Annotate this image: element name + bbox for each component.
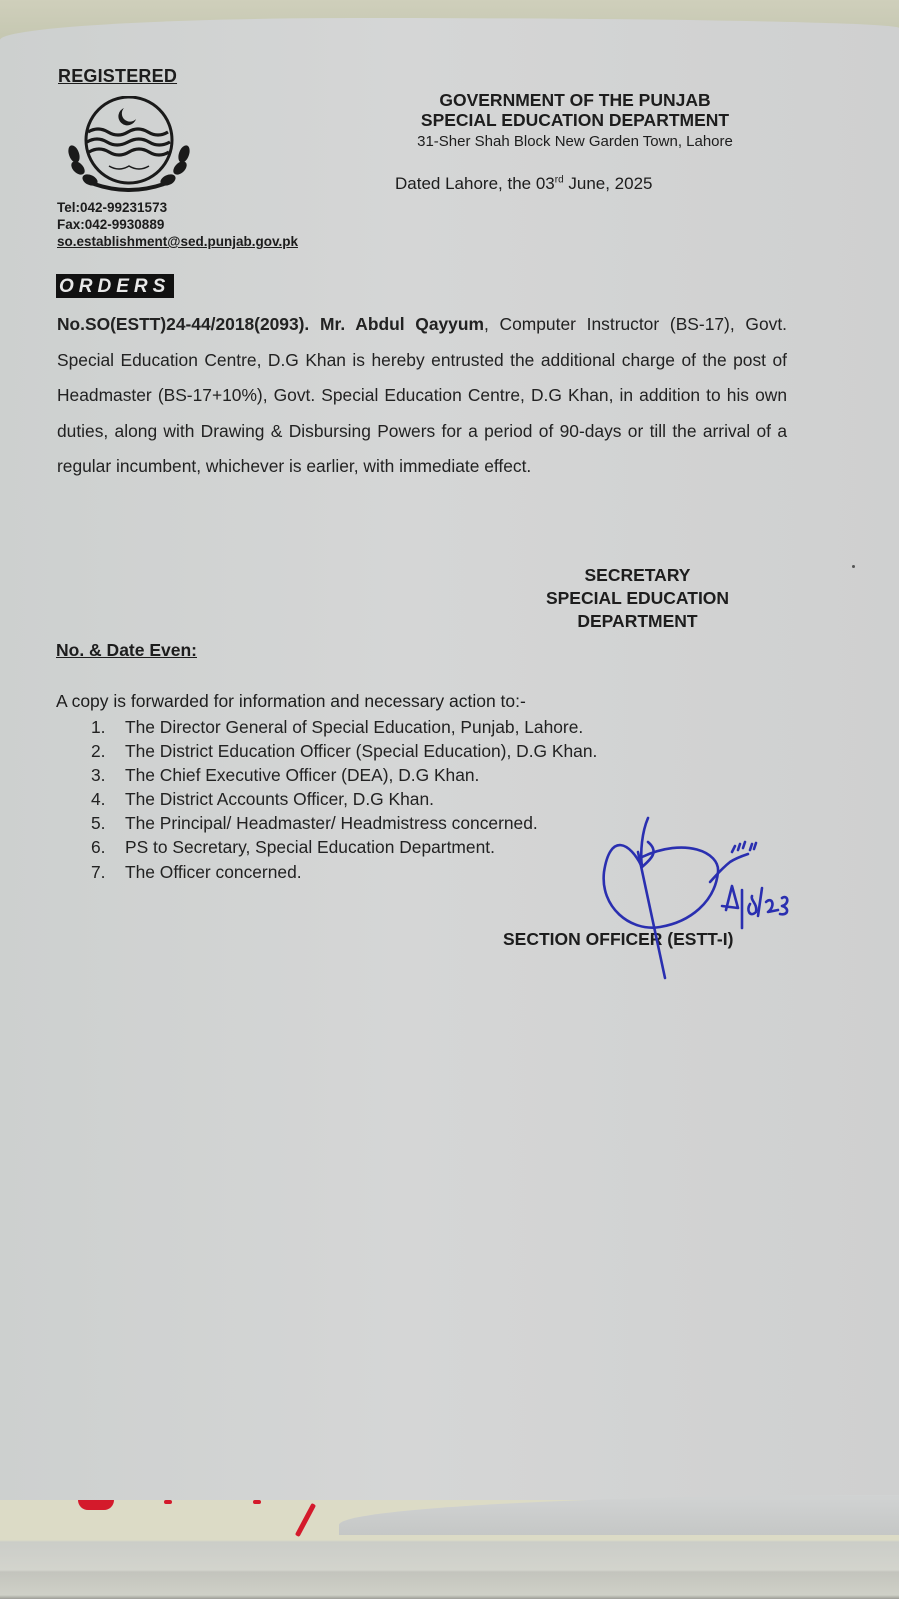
signatory-line-2: SPECIAL EDUCATION xyxy=(545,588,730,608)
telephone-number: Tel:042-99231573 xyxy=(57,200,168,215)
no-date-even-heading: No. & Date Even: xyxy=(56,640,197,660)
order-number: No.SO(ESTT)24-44/2018(2093). xyxy=(57,314,310,334)
punjab-emblem-icon xyxy=(64,96,194,196)
item-text: The Chief Executive Officer (DEA), D.G Khan. xyxy=(125,765,480,786)
red-ink-mark xyxy=(295,1503,316,1537)
red-ink-mark xyxy=(78,1500,114,1510)
recipient-list xyxy=(91,715,597,884)
dated-rest: June, 2025 xyxy=(563,174,653,193)
dust-speck xyxy=(852,565,855,568)
list-item xyxy=(91,715,597,739)
signatory-line-1: SECRETARY xyxy=(584,565,691,585)
item-number: 6. xyxy=(91,837,106,858)
list-item xyxy=(91,763,597,787)
government-title: GOVERNMENT OF THE PUNJAB xyxy=(439,90,711,110)
item-text: The Principal/ Headmaster/ Headmistress concerned. xyxy=(125,813,538,834)
list-item xyxy=(91,787,597,811)
email-address[interactable]: so.establishment@sed.punjab.gov.pk xyxy=(57,234,298,249)
red-ink-mark xyxy=(253,1500,261,1504)
dated-line xyxy=(395,174,653,194)
section-officer-title: SECTION OFFICER (ESTT-I) xyxy=(503,929,734,949)
item-number: 1. xyxy=(91,717,106,737)
order-person: Mr. Abdul Qayyum xyxy=(320,314,484,334)
department-address: 31-Sher Shah Block New Garden Town, Lahore xyxy=(417,133,733,150)
stacked-pages-below xyxy=(0,1500,899,1599)
list-item xyxy=(91,811,597,835)
item-text: The District Accounts Officer, D.G Khan. xyxy=(125,789,434,810)
item-text: The District Education Officer (Special Education), D.G Khan. xyxy=(125,741,598,762)
item-text: The Officer concerned. xyxy=(125,861,302,882)
order-text: , Computer Instructor (BS-17), Govt. Special Education Centre, D.G Khan is hereby entrusted the additional charge of the post of Headmaster (BS-17+10%), Govt. Special Education Centre, D.G Khan, in addition to his own duties, along with Drawing & Disbursing Powers for a period of 90-days or till the arrival of a regular incumbent, whichever is earlier, with immediate effect. xyxy=(57,314,787,477)
list-item xyxy=(91,835,597,859)
page-edge xyxy=(339,1495,899,1535)
signatory-line-3: DEPARTMENT xyxy=(577,611,698,631)
order-paragraph xyxy=(57,307,787,485)
item-number: 4. xyxy=(91,789,106,810)
item-number: 3. xyxy=(91,765,106,786)
dated-ordinal: rd xyxy=(554,174,564,186)
item-number: 7. xyxy=(91,861,106,882)
item-number: 5. xyxy=(91,813,106,834)
dated-prefix: Dated Lahore, the 03 xyxy=(395,174,555,193)
item-text: PS to Secretary, Special Education Department. xyxy=(125,837,495,858)
fax-number: Fax:042-9930889 xyxy=(57,217,165,232)
red-ink-mark xyxy=(164,1500,172,1504)
item-number: 2. xyxy=(91,741,106,762)
item-text: The Director General of Special Education, Punjab, Lahore. xyxy=(125,717,584,737)
forward-intro: A copy is forwarded for information and necessary action to:- xyxy=(56,691,526,711)
registered-label: REGISTERED xyxy=(58,66,178,86)
list-item xyxy=(91,739,597,763)
orders-heading: ORDERS xyxy=(56,274,174,298)
department-title: SPECIAL EDUCATION DEPARTMENT xyxy=(420,110,730,130)
list-item xyxy=(91,860,597,884)
handwritten-signature-icon xyxy=(590,812,830,992)
